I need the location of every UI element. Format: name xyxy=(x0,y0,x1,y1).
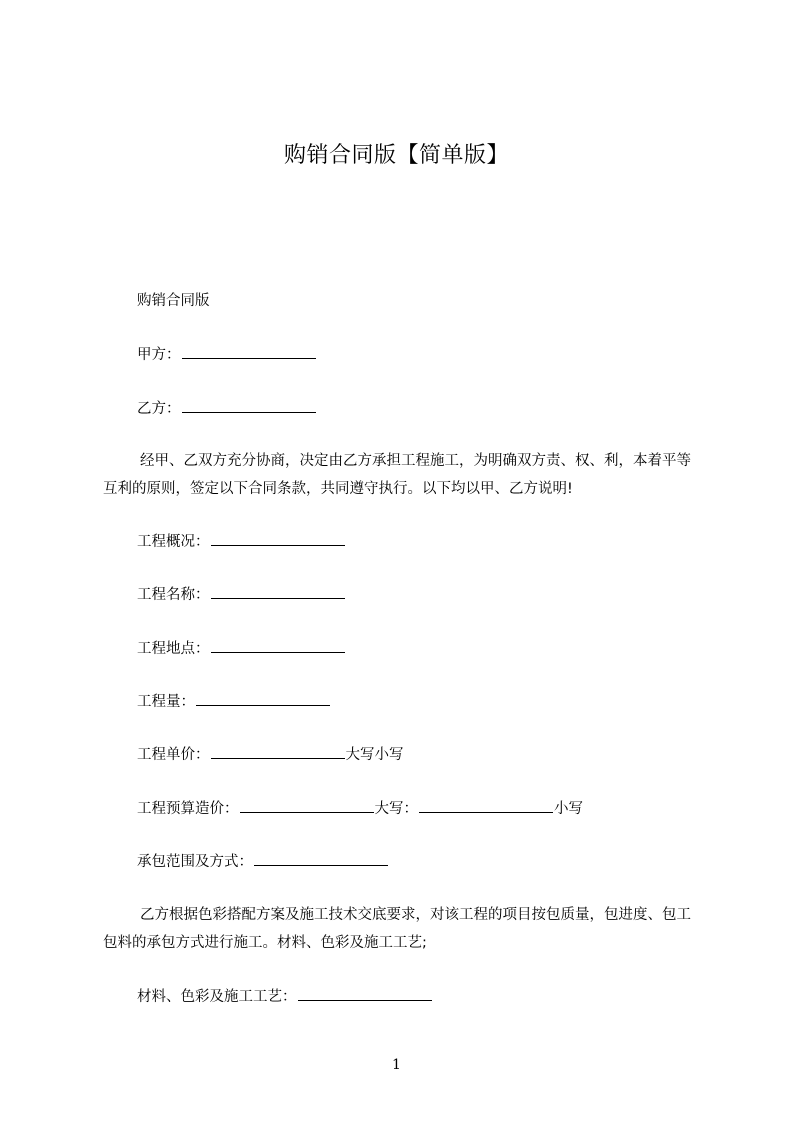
overview-label: 工程概况： xyxy=(137,534,210,550)
unit-price-suffix: 大写小写 xyxy=(345,747,404,763)
budget-label: 工程预算造价： xyxy=(137,801,239,817)
budget-capital-label: 大写： xyxy=(374,801,418,817)
document-title: 购销合同版【简单版】 xyxy=(283,143,509,168)
project-name-line xyxy=(137,584,346,605)
scope-blank xyxy=(254,851,388,866)
materials-blank xyxy=(298,986,432,1001)
project-location-label: 工程地点： xyxy=(137,641,210,657)
project-name-label: 工程名称： xyxy=(137,587,210,603)
budget-blank-1 xyxy=(240,798,374,813)
page-number: 1 xyxy=(392,1057,401,1073)
scope-paragraph: 乙方根据色彩搭配方案及施工技术交底要求，对该工程的项目按包质量，包进度、包工包料的承包方式进行施工。材料、色彩及施工工艺; xyxy=(103,907,691,951)
project-quantity-blank xyxy=(196,691,330,706)
project-location-line xyxy=(137,638,346,659)
party-a-blank xyxy=(182,344,316,359)
overview-blank xyxy=(211,531,345,546)
unit-price-blank xyxy=(211,744,345,759)
budget-blank-2 xyxy=(419,798,553,813)
party-a-label: 甲方： xyxy=(137,347,181,363)
party-b-line xyxy=(137,398,317,419)
scope-label: 承包范围及方式： xyxy=(137,854,253,870)
unit-price-label: 工程单价： xyxy=(137,747,210,763)
intro-heading: 购销合同版 xyxy=(137,293,210,309)
budget-line xyxy=(137,798,583,819)
overview-line xyxy=(137,531,346,552)
project-location-blank xyxy=(211,638,345,653)
party-b-label: 乙方： xyxy=(137,401,181,417)
project-quantity-label: 工程量： xyxy=(137,694,195,710)
unit-price-line xyxy=(137,744,404,765)
agreement-paragraph: 经甲、乙双方充分协商，决定由乙方承担工程施工，为明确双方责、权、利，本着平等互利的原则，签定以下合同条款，共同遵守执行。以下均以甲、乙方说明! xyxy=(103,453,691,497)
party-b-blank xyxy=(182,398,316,413)
project-name-blank xyxy=(211,584,345,599)
project-quantity-line xyxy=(137,691,331,712)
budget-small-label: 小写 xyxy=(554,801,583,817)
scope-line xyxy=(137,851,389,872)
materials-label: 材料、色彩及施工工艺： xyxy=(137,989,297,1005)
materials-line xyxy=(137,986,433,1007)
party-a-line xyxy=(137,344,317,365)
